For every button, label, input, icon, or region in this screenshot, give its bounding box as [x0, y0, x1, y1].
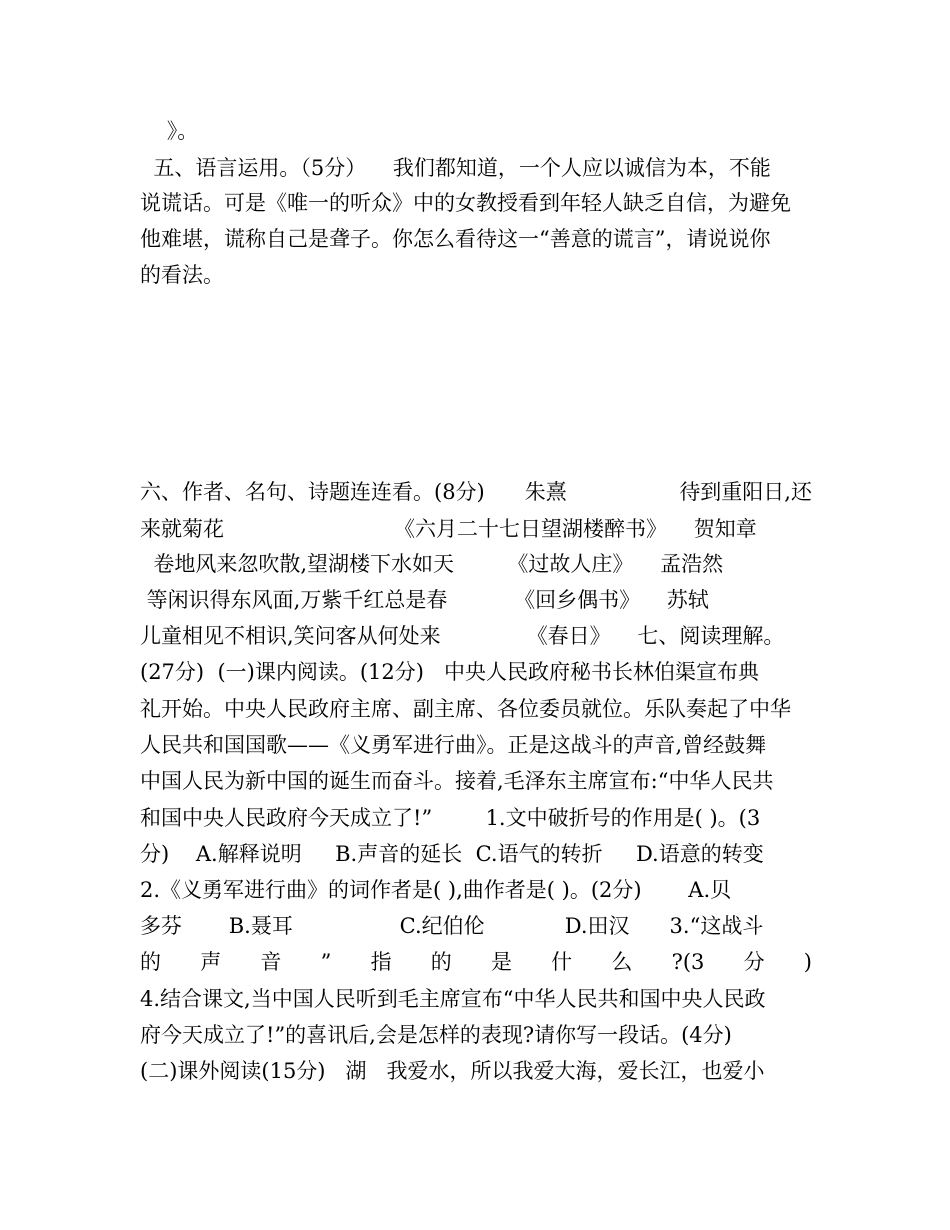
line-text: 他难堪，谎称自己是聋子。你怎么看待这一“善意的谎言”，请说说你	[140, 227, 771, 251]
spread-char: 的	[430, 950, 452, 974]
line-text-right: 《春日》 七、阅读理解。	[526, 624, 785, 648]
section-five-heading-line	[140, 153, 812, 183]
question-4-cont-line	[140, 1020, 812, 1050]
text-line-9	[140, 585, 812, 615]
extracurricular-reading-line	[140, 1056, 812, 1086]
line-text: 》。	[140, 119, 199, 143]
question-1-line	[140, 803, 812, 833]
line-text: 说谎话。可是《唯一的听众》中的女教授看到年轻人缺乏自信，为避免	[140, 191, 791, 215]
question-2-options-line	[140, 911, 812, 941]
line-text: 来就菊花	[140, 517, 224, 541]
question-2-line	[140, 875, 812, 905]
line-text: 多芬 B.聂耳 C.纪伯伦 D.田汉 3.“这战斗	[140, 914, 764, 938]
line-text: 中国人民为新中国的诞生而奋斗。接着,毛泽东主席宣布:“中华人民共	[140, 769, 774, 793]
line-text: 分) A.解释说明 B.声音的延长 C.语气的转折 D.语意的转变	[140, 842, 764, 866]
spread-char: 么	[611, 950, 633, 974]
line-text: (27分) (一)课内阅读。(12分) 中央人民政府秘书长林伯渠宣布典	[140, 660, 759, 684]
spread-char: 是	[490, 950, 512, 974]
line-text-right: 待到重阳日,还	[679, 480, 812, 504]
line-text: 礼开始。中央人民政府主席、副主席、各位委员就位。乐队奏起了中华	[140, 697, 791, 721]
line-text: 儿童相见不相识,笑问客从何处来	[140, 624, 441, 648]
text-line-13	[140, 730, 812, 760]
line-text: 4.结合课文,当中国人民听到毛主席宣布“中华人民共和国中央人民政	[140, 987, 766, 1011]
spread-char: 音	[260, 950, 282, 974]
section-seven-line	[140, 657, 812, 687]
spread-char: ?(3	[671, 950, 705, 974]
text-line-4	[140, 224, 812, 254]
text-line-8	[140, 549, 812, 579]
line-text: 五、语言运用。（5分） 我们都知道，一个人应以诚信为本，不能	[140, 156, 771, 180]
question-1-options-line	[140, 839, 812, 869]
text-line-5	[140, 260, 812, 290]
spread-char: 声	[200, 950, 222, 974]
spread-char: 的	[140, 950, 161, 974]
line-text: 府今天成立了!”的喜讯后,会是怎样的表现?请你写一段话。(4分)	[140, 1023, 732, 1047]
line-text: 人民共和国国歌——《义勇军进行曲》。正是这战斗的声音,曾经鼓舞	[140, 733, 767, 757]
line-text: 卷地风来忽吹散,望湖楼下水如天 《过故人庄》 孟浩然	[140, 552, 724, 576]
section-six-heading-line	[140, 477, 812, 507]
spread-char: )	[803, 950, 812, 974]
text-line-3	[140, 188, 812, 218]
line-text: 2.《义勇军进行曲》的词作者是( ),曲作者是( )。(2分) A.贝	[140, 878, 732, 902]
text-line-7	[140, 514, 812, 544]
line-text: 等闲识得东风面,万紫千红总是春 《回乡偶书》 苏轼	[140, 588, 709, 612]
line-text: 的看法。	[140, 263, 224, 287]
text-line-12	[140, 694, 812, 724]
line-text-right: 《六月二十七日望湖楼醉书》 贺知章	[394, 517, 757, 541]
text-line-1	[140, 116, 812, 146]
text-line-14	[140, 766, 812, 796]
spread-char: ”	[320, 950, 332, 974]
question-3-spread-line	[140, 947, 812, 977]
question-4-line	[140, 984, 812, 1014]
line-text: 和国中央人民政府今天成立了!” 1.文中破折号的作用是( )。(3	[140, 806, 761, 830]
spread-char: 什	[551, 950, 573, 974]
text-line-10	[140, 621, 812, 651]
line-text: 六、作者、名句、诗题连连看。(8分) 朱熹	[140, 480, 567, 504]
spread-char: 指	[370, 950, 392, 974]
line-text: (二)课外阅读(15分) 湖 我爱水，所以我爱大海，爱长江，也爱小	[140, 1059, 765, 1083]
spread-char: 分	[743, 950, 765, 974]
